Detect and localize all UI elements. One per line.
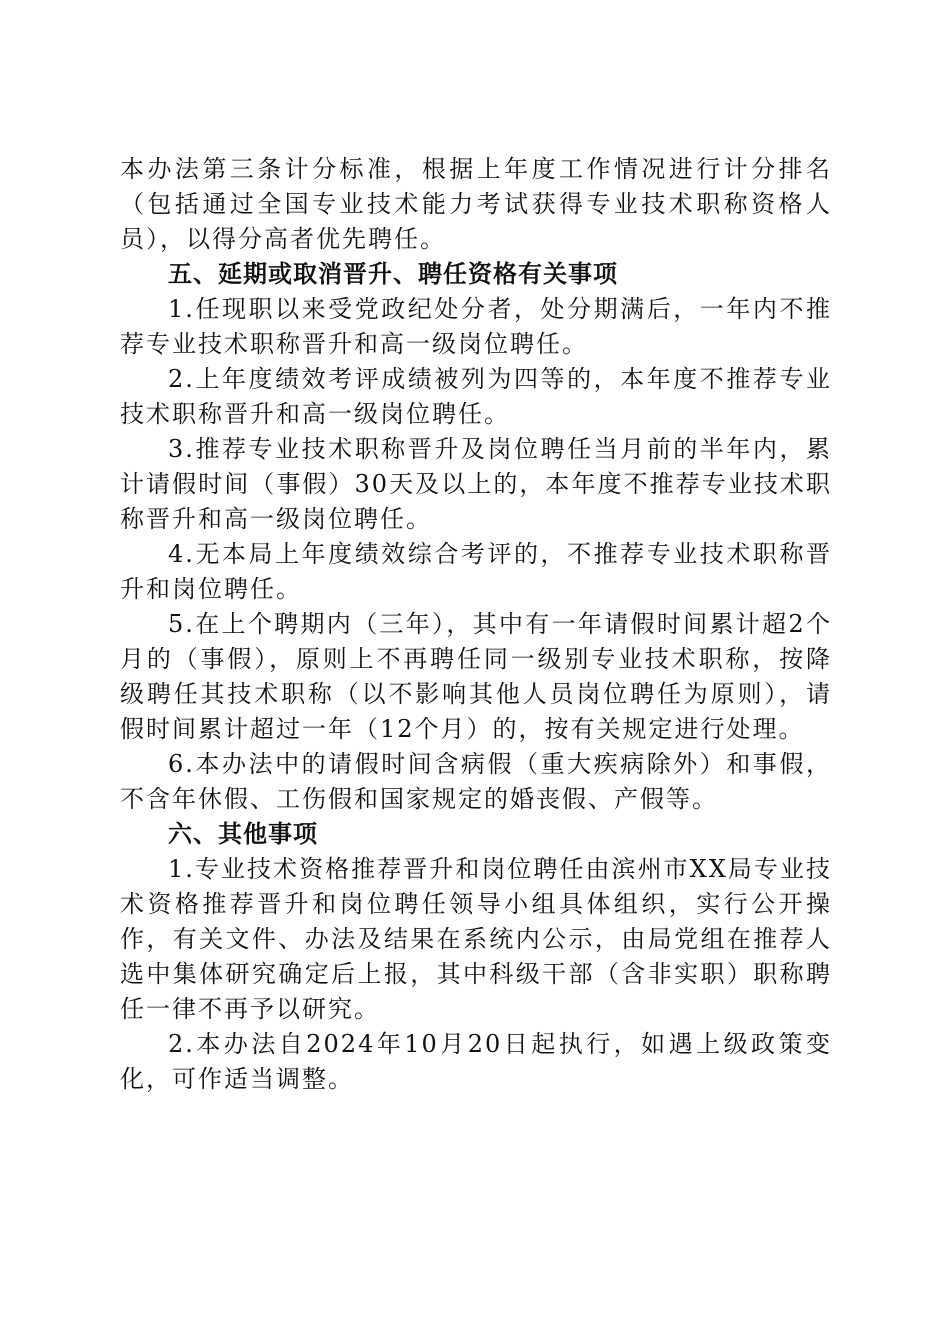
section-5-item-6: 6.本办法中的请假时间含病假（重大疾病除外）和事假，不含年休假、工伤假和国家规定的婚丧假、产假等。 — [120, 750, 832, 813]
section-6-item-2: 2.本办法自2024年10月20日起执行，如遇上级政策变化，可作适当调整。 — [120, 1030, 832, 1093]
section-5-item-5: 5.在上个聘期内（三年），其中有一年请假时间累计超2个月的（事假），原则上不再聘任同一级别专业技术职称，按降级聘任其技术职称（以不影响其他人员岗位聘任为原则），请假时间累计超过一年（12个月）的，按有关规定进行处理。 — [120, 610, 832, 743]
section-5-item-2: 2.上年度绩效考评成绩被列为四等的，本年度不推荐专业技术职称晋升和高一级岗位聘任。 — [120, 365, 832, 428]
intro-paragraph: 本办法第三条计分标准，根据上年度工作情况进行计分排名（包括通过全国专业技术能力考试获得专业技术职称资格人员），以得分高者优先聘任。 — [120, 155, 832, 253]
section-5-item-1: 1.任现职以来受党政纪处分者，处分期满后，一年内不推荐专业技术职称晋升和高一级岗位聘任。 — [120, 295, 832, 358]
section-5-item-3: 3.推荐专业技术职称晋升及岗位聘任当月前的半年内，累计请假时间（事假）30天及以上的，本年度不推荐专业技术职称晋升和高一级岗位聘任。 — [120, 435, 832, 533]
section-5-heading: 五、延期或取消晋升、聘任资格有关事项 — [168, 260, 618, 288]
document-body — [120, 152, 832, 1097]
section-5-item-4: 4.无本局上年度绩效综合考评的，不推荐专业技术职称晋升和岗位聘任。 — [120, 540, 832, 603]
section-6-heading: 六、其他事项 — [168, 820, 318, 848]
section-6-item-1: 1.专业技术资格推荐晋升和岗位聘任由滨州市XX局专业技术资格推荐晋升和岗位聘任领导小组具体组织，实行公开操作，有关文件、办法及结果在系统内公示，由局党组在推荐人选中集体研究确定后上报，其中科级干部（含非实职）职称聘任一律不再予以研究。 — [120, 855, 832, 1023]
